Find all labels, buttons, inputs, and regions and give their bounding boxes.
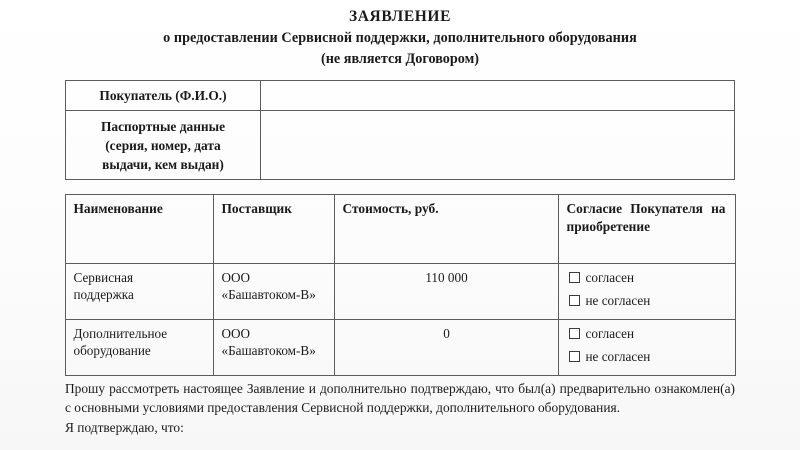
equipment-supplier-line2: «Башавтоком-В»	[221, 343, 316, 359]
buyer-passport-label-line1: Паспортные данные	[100, 118, 226, 134]
equipment-name-line1: Дополнительное	[73, 325, 168, 341]
service-name-line2: поддержка	[73, 287, 134, 303]
consent-disagree-option-equipment[interactable]	[569, 347, 728, 367]
column-header-consent-line3: приобретение	[566, 219, 651, 235]
service-supplier-line1: ООО	[221, 269, 251, 285]
equipment-supplier-cell	[213, 319, 334, 375]
document-subtitle-note: (не является Договором)	[321, 51, 479, 68]
service-name-cell	[65, 263, 213, 319]
column-header-consent-line1: Согласие	[566, 200, 623, 216]
buyer-fio-label: Покупатель (Ф.И.О.)	[66, 80, 261, 110]
checkbox-icon[interactable]	[569, 272, 580, 283]
equipment-name-cell	[65, 319, 213, 375]
service-supplier-line2: «Башавтоком-В»	[221, 287, 316, 303]
buyer-fio-field[interactable]	[261, 80, 735, 110]
buyer-passport-field[interactable]	[261, 110, 735, 179]
consent-disagree-label: не согласен	[585, 348, 651, 364]
consent-agree-label: согласен	[585, 269, 635, 285]
equipment-cost-cell: 0	[334, 319, 558, 375]
checkbox-icon[interactable]	[569, 351, 580, 362]
buyer-passport-label-line3: выдачи, кем выдан)	[102, 156, 224, 172]
table-header-row	[65, 194, 735, 263]
service-consent-cell	[558, 263, 735, 319]
equipment-name-line2: оборудование	[73, 343, 151, 359]
column-header-consent	[558, 194, 735, 263]
services-consent-table	[65, 194, 736, 376]
column-header-cost: Стоимость, руб.	[334, 194, 558, 263]
buyer-details-table	[65, 80, 735, 180]
document-title-block	[42, 0, 758, 69]
service-name-line1: Сервисная	[73, 269, 134, 285]
consent-agree-option-service[interactable]	[569, 268, 728, 288]
buyer-passport-label	[66, 110, 261, 179]
column-header-consent-line2: Покупателя	[630, 200, 703, 216]
consent-disagree-label: не согласен	[585, 292, 651, 308]
service-cost-cell: 110 000	[334, 263, 558, 319]
consent-agree-option-equipment[interactable]	[569, 324, 728, 344]
table-row	[65, 263, 735, 319]
declaration-paragraph: Прошу рассмотреть настоящее Заявление и дополнительно подтверждаю, что был(а) предварительно ознакомлен(а) с основными условиями предоставления Сервисной поддержки, дополнительного оборудования.	[65, 380, 735, 415]
declaration-text	[65, 380, 735, 437]
consent-disagree-option-service[interactable]	[569, 291, 728, 311]
checkbox-icon[interactable]	[569, 295, 580, 306]
checkbox-icon[interactable]	[569, 328, 580, 339]
column-header-consent-line2b: на	[711, 200, 726, 216]
table-row	[66, 110, 735, 179]
equipment-supplier-line1: ООО	[221, 325, 251, 341]
column-header-supplier: Поставщик	[213, 194, 334, 263]
page-title: ЗАЯВЛЕНИЕ	[348, 8, 452, 25]
service-supplier-cell	[213, 263, 334, 319]
consent-agree-label: согласен	[585, 325, 635, 341]
column-header-name: Наименование	[65, 194, 213, 263]
document-subtitle: о предоставлении Сервисной поддержки, дополнительного оборудования	[163, 30, 637, 47]
declaration-next-line: Я подтверждаю, что:	[65, 419, 184, 435]
table-row	[66, 80, 735, 110]
equipment-consent-cell	[558, 319, 735, 375]
table-row	[65, 319, 735, 375]
buyer-passport-label-line2: (серия, номер, дата	[105, 137, 221, 153]
